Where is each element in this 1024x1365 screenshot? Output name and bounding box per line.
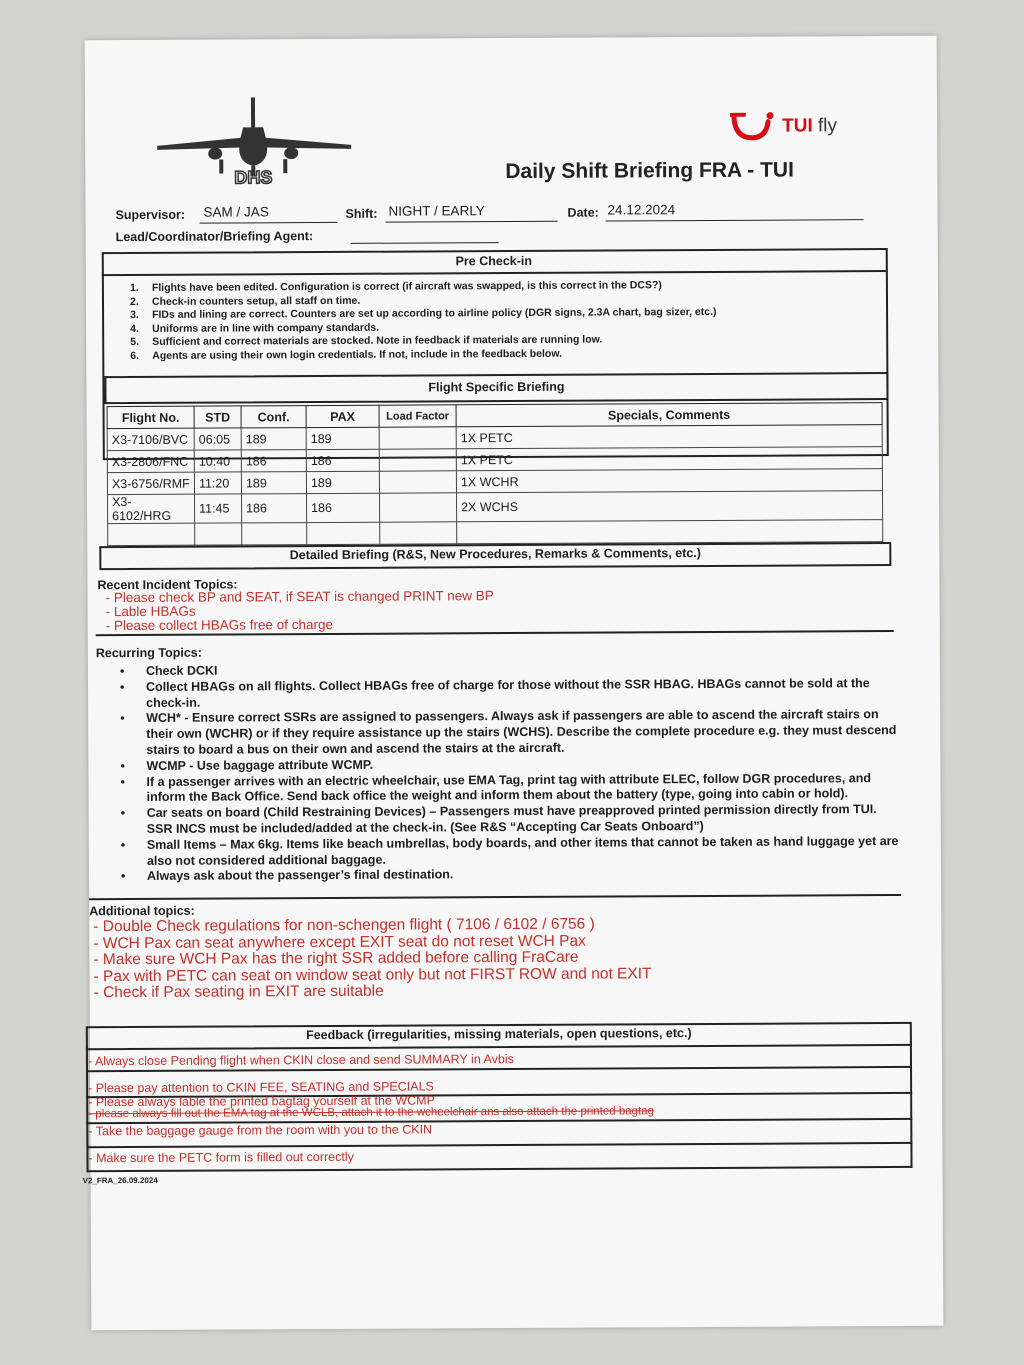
list-item: • WCH* - Ensure correct SSRs are assigned to passengers. Always ask if passengers are able to ascend the aircraft stairs on their own (WCHR) or if they require assistance up the stairs (WCHS). Describe the complete procedure e.g. they must descend stairs to board a bus on their own and ascend the stairs at the aircraft. [118,707,898,758]
date-underline [606,219,864,221]
recurring-topics-list [118,660,899,885]
lead-agent-underline [351,242,499,244]
lead-agent-label: Lead/Coordinator/Briefing Agent: [115,229,314,245]
table-row: X3-7106/BVC 06:05 189 189 1X PETC [107,425,882,451]
form-version: V2_FRA_26.09.2024 [82,1175,158,1186]
header-fields [115,194,875,224]
dhs-airplane-logo [155,97,365,188]
supervisor-value: SAM / JAS [203,204,269,220]
list-item: • Collect HBAGs on all flights. Collect HBAGs free of charge for those without the SSR HBAG. HBAGs cannot be sold at the check-in. [118,676,898,712]
list-item: - Check if Pax seating in EXIT are suitable [93,982,384,1002]
briefing-sheet [82,36,944,1330]
list-item: 1. Flights have been edited. Configuration is correct (if aircraft was swapped, is this correct in the DCS?) [129,279,662,295]
list-item: - Make sure WCH Pax has the right SSR added before calling FraCare [93,948,579,969]
feedback-line: - Always close Pending flight when CKIN close and send SUMMARY in Avbis [87,1052,514,1069]
table-row: X3-2806/FNC 10:40 186 186 1X PETC [107,447,882,473]
col-flight-no: Flight No. [107,406,194,428]
recurring-topics-title: Recurring Topics: [95,645,202,661]
additional-topics-title: Additional topics: [89,903,195,919]
tui-fly-logo [730,108,860,145]
supervisor-label: Supervisor: [115,207,186,223]
date-value: 24.12.2024 [607,202,676,218]
col-std: STD [194,406,241,428]
list-item: - Double Check regulations for non-schengen flight ( 7106 / 6102 / 6756 ) [93,915,595,936]
pre-checkin-title: Pre Check-in [455,253,533,269]
tui-brand-text: TUI [782,115,813,137]
list-item: - Please check BP and SEAT, if SEAT is changed PRINT new BP [105,588,494,606]
list-item: • If a passenger arrives with an electric wheelchair, use EMA Tag, print tag with attribute ELEC, follow DGR procedures, and inform the Back Office. Send back office the weight and inform them about the battery (type, going into cabin or hold). [118,771,898,807]
feedback-line: - Please pay attention to CKIN FEE, SEATING and SPECIALS [88,1079,434,1096]
list-item: • Always ask about the passenger’s final destination. [119,865,899,885]
list-item: - Please collect HBAGs free of charge [105,616,334,634]
date-label: Date: [567,205,599,220]
flight-table [107,402,884,546]
flight-briefing-title: Flight Specific Briefing [428,379,565,395]
feedback-line: - Make sure the PETC form is filled out correctly [88,1149,354,1166]
list-item: 2. Check-in counters setup, all staff on time. [129,294,361,308]
feedback-line: - Please always lable the printed bagtag yourself at the WCMP [88,1093,435,1110]
tui-fly-text: fly [817,115,838,137]
table-row: X3-6102/HRG 11:45 186 186 2X WCHS [108,491,883,524]
col-pax: PAX [306,405,379,427]
tui-smile-icon [730,112,776,142]
detailed-briefing-title: Detailed Briefing (R&S, New Procedures, Remarks & Comments, etc.) [289,546,701,563]
feedback-title: Feedback (irregularities, missing materials, open questions, etc.) [306,1026,692,1043]
list-item: - WCH Pax can seat anywhere except EXIT seat do not reset WCH Pax [93,932,586,952]
recent-topics-title: Recent Incident Topics: [97,577,238,593]
list-item: • Check DCKI [118,660,898,680]
list-item: • WCMP - Use baggage attribute WCMP. [118,755,898,775]
pre-checkin-list [130,279,717,363]
list-item: 4. Uniforms are in line with company standards. [130,321,380,335]
additional-topics-list [93,916,651,1001]
list-item: 3. FIDs and lining are correct. Counters are set up according to airline policy (DGR signs, 2.3A chart, bag sizer, etc.) [130,305,717,322]
col-specials: Specials, Comments [456,403,882,427]
recent-topics-list [106,589,494,633]
col-load-factor: Load Factor [379,405,456,427]
supervisor-underline [200,222,338,224]
list-item: 6. Agents are using their own login credentials. If not, include in the feedback below. [130,347,563,362]
page-title: Daily Shift Briefing FRA - TUI [505,158,794,184]
list-item: • Small Items – Max 6kg. Items like beach umbrellas, body boards, and other items that cannot be taken as hand luggage yet are also not considered additional baggage. [119,834,899,870]
table-row: X3-6756/RMF 11:20 189 189 1X WCHR [107,469,882,495]
shift-value: NIGHT / EARLY [388,203,485,219]
list-item: • Car seats on board (Child Restraining Devices) – Passengers must have preapproved printed permission directly from TUI. SSR INCS must be included/added at the check-in. (See R&S “Accepting Car Seats Onboard”) [119,802,899,838]
shift-underline [386,221,558,223]
list-item: 5. Sufficient and correct materials are stocked. Note in feedback if materials are running low. [130,333,603,349]
feedback-line: - please always fill out the EMA tag at the WCLB, attach it to the wcheelchair ans also attach the printed bagtag [88,1105,655,1121]
shift-label: Shift: [345,206,378,221]
list-item: - Lable HBAGs [105,603,196,620]
feedback-line: - Take the baggage gauge from the room with you to the CKIN [88,1122,433,1139]
list-item: - Pax with PETC can seat on window seat only but not FIRST ROW and not EXIT [93,964,652,985]
dhs-logo-text: DHS [234,167,273,188]
col-conf: Conf. [241,406,306,428]
